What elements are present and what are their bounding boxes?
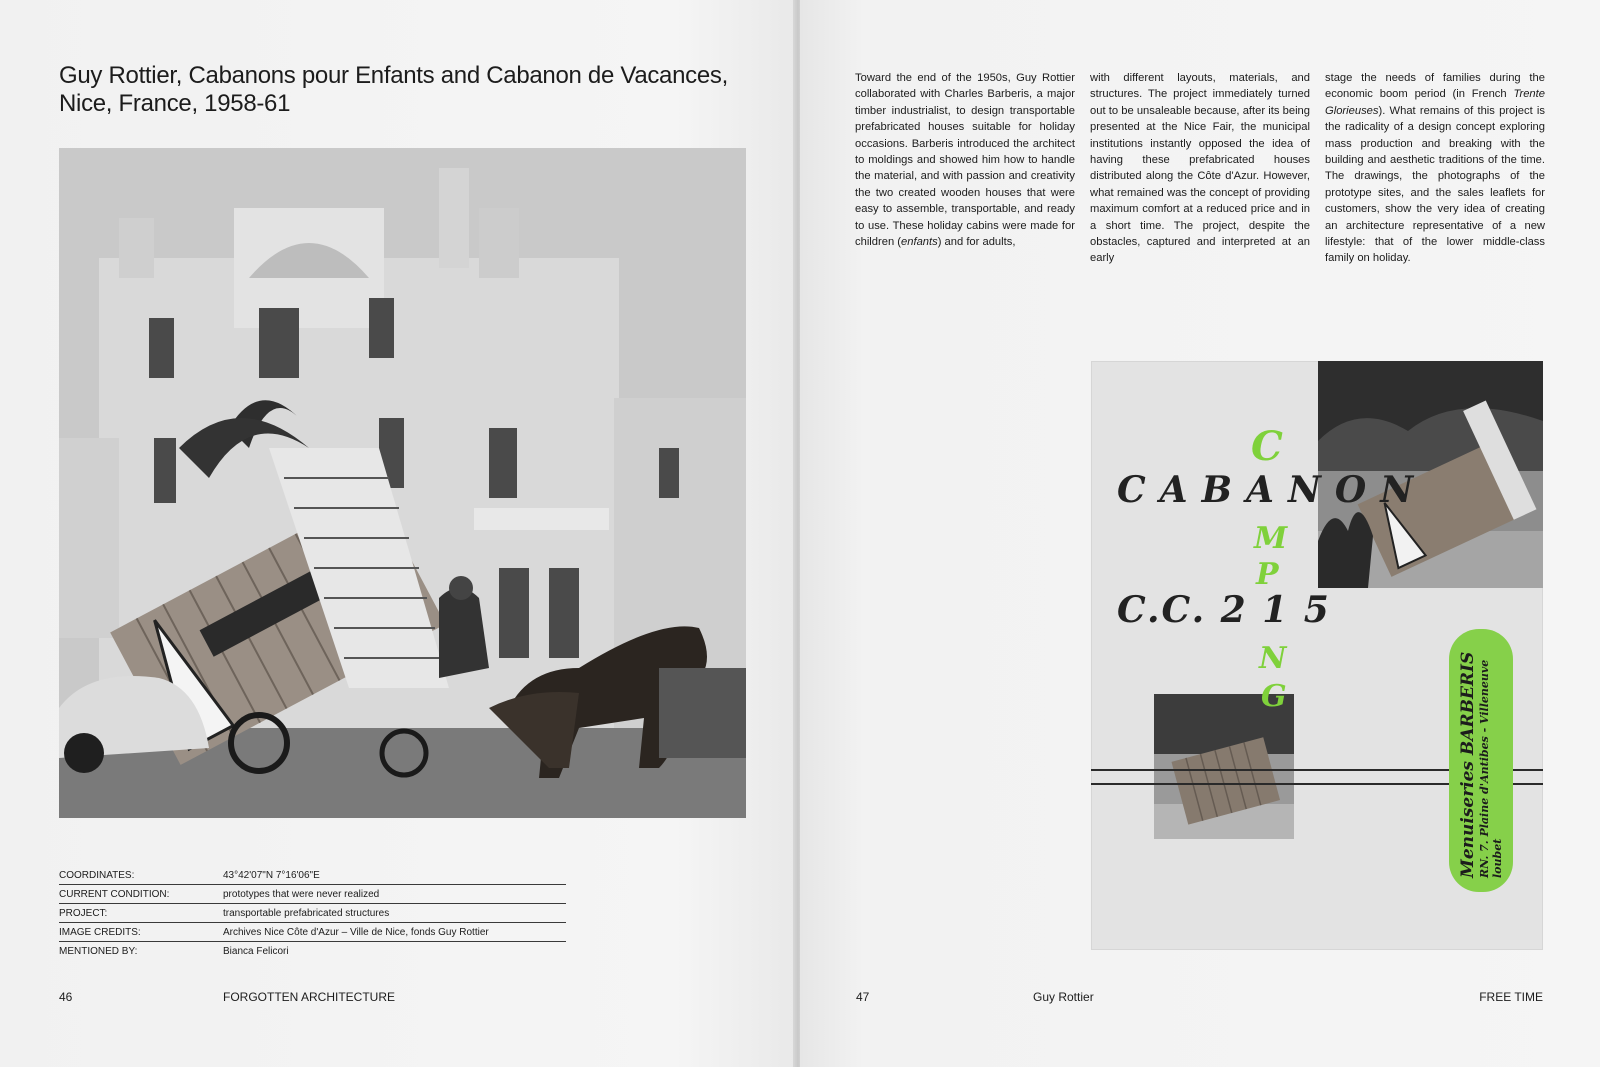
column-2-text: with different layouts, materials, and structures. The project immediately turned out to be unsaleable because, after its being presented at the Nice Fair, the municipal institutions instantly opposed the idea of having these prefabricated houses distributed along the Côte d'Azur. However, what remained was the concept of providing maximum comfort at a reduced price and in a short time. The project, despite the obstacles, captured and interpreted at an early (1090, 72, 1310, 265)
main-photo-cabin-on-horse-cart (59, 148, 746, 818)
meta-key: PROJECT: (59, 907, 108, 919)
project-metadata-table (59, 866, 566, 960)
page-number-right: 47 (856, 990, 870, 1004)
leaflet-code: C.C. 2 1 5 (1117, 589, 1331, 631)
column-3-italic: Trente Glorieuses (1325, 88, 1545, 117)
meta-value: Bianca Felicori (223, 945, 289, 957)
column-1-text: Toward the end of the 1950s, Guy Rottier collaborated with Charles Barberis, a major timber industrialist, to design transportable prefabricated houses suitable for holiday occasions. Barberis introduced the architect to moldings and showed him how to handle the material, and with passion and creativity the two created wooden houses that were easy to assemble, transportable, and ready to use. These holiday cabins were made for children ( (855, 72, 1075, 249)
sales-leaflet-image (1091, 361, 1543, 950)
body-column-3 (1325, 70, 1545, 267)
badge-line-2: RN. 7. Plaine d'Antibes - Villeneuve loubet (1478, 659, 1504, 878)
column-3-text: stage the needs of families during the economic boom period (in French (1325, 72, 1545, 101)
leaflet-camping-p: P (1256, 557, 1283, 592)
column-1-italic: enfants (901, 236, 938, 249)
meta-value: 43°42'07"N 7°16'06"E (223, 869, 320, 881)
leaflet-photo-bottom (1154, 694, 1294, 839)
barberis-badge (1449, 629, 1513, 892)
body-column-2 (1090, 70, 1310, 267)
badge-line-1: Menuiseries BARBERIS (1458, 651, 1478, 878)
meta-row-mentioned-by (59, 942, 566, 960)
body-column-1 (855, 70, 1075, 250)
left-page (0, 0, 795, 1067)
column-1-tail: ) and for adults, (937, 236, 1016, 249)
leaflet-word-cabanon: CABANON (1117, 469, 1428, 511)
title-line-2: Nice, France, 1958-61 (59, 90, 291, 117)
running-head-section: FREE TIME (1479, 990, 1543, 1004)
meta-row-condition (59, 885, 566, 904)
meta-row-project (59, 904, 566, 923)
leaflet-camping-c: C (1251, 423, 1287, 470)
meta-value: Archives Nice Côte d'Azur – Ville de Nice, fonds Guy Rottier (223, 926, 489, 938)
leaflet-camping-n: N (1259, 641, 1291, 676)
meta-row-image-credits (59, 923, 566, 942)
meta-key: MENTIONED BY: (59, 945, 138, 957)
barberis-badge-text (1449, 629, 1513, 892)
leaflet-camping-g: G (1261, 679, 1291, 714)
page-number-left: 46 (59, 990, 73, 1004)
article-title (59, 62, 759, 118)
meta-key: IMAGE CREDITS: (59, 926, 141, 938)
meta-key: COORDINATES: (59, 869, 135, 881)
column-3-tail: ). What remains of this project is the radicality of a design concept exploring mass production and breaking with the building and aesthetic traditions of the time. The drawings, the photographs of the prototype sites, and the sales leaflets for customers, show the very idea of creating an architecture representative of a new lifestyle: that of the lower middle-class family on holiday. (1325, 104, 1545, 265)
running-head-author: Guy Rottier (1033, 990, 1094, 1004)
meta-value: prototypes that were never realized (223, 888, 380, 900)
meta-row-coordinates (59, 866, 566, 885)
meta-key: CURRENT CONDITION: (59, 888, 170, 900)
meta-value: transportable prefabricated structures (223, 907, 390, 919)
title-line-1: Guy Rottier, Cabanons pour Enfants and Cabanon de Vacances, (59, 62, 728, 89)
leaflet-camping-m: M (1254, 521, 1292, 556)
running-head-left: FORGOTTEN ARCHITECTURE (223, 990, 396, 1004)
